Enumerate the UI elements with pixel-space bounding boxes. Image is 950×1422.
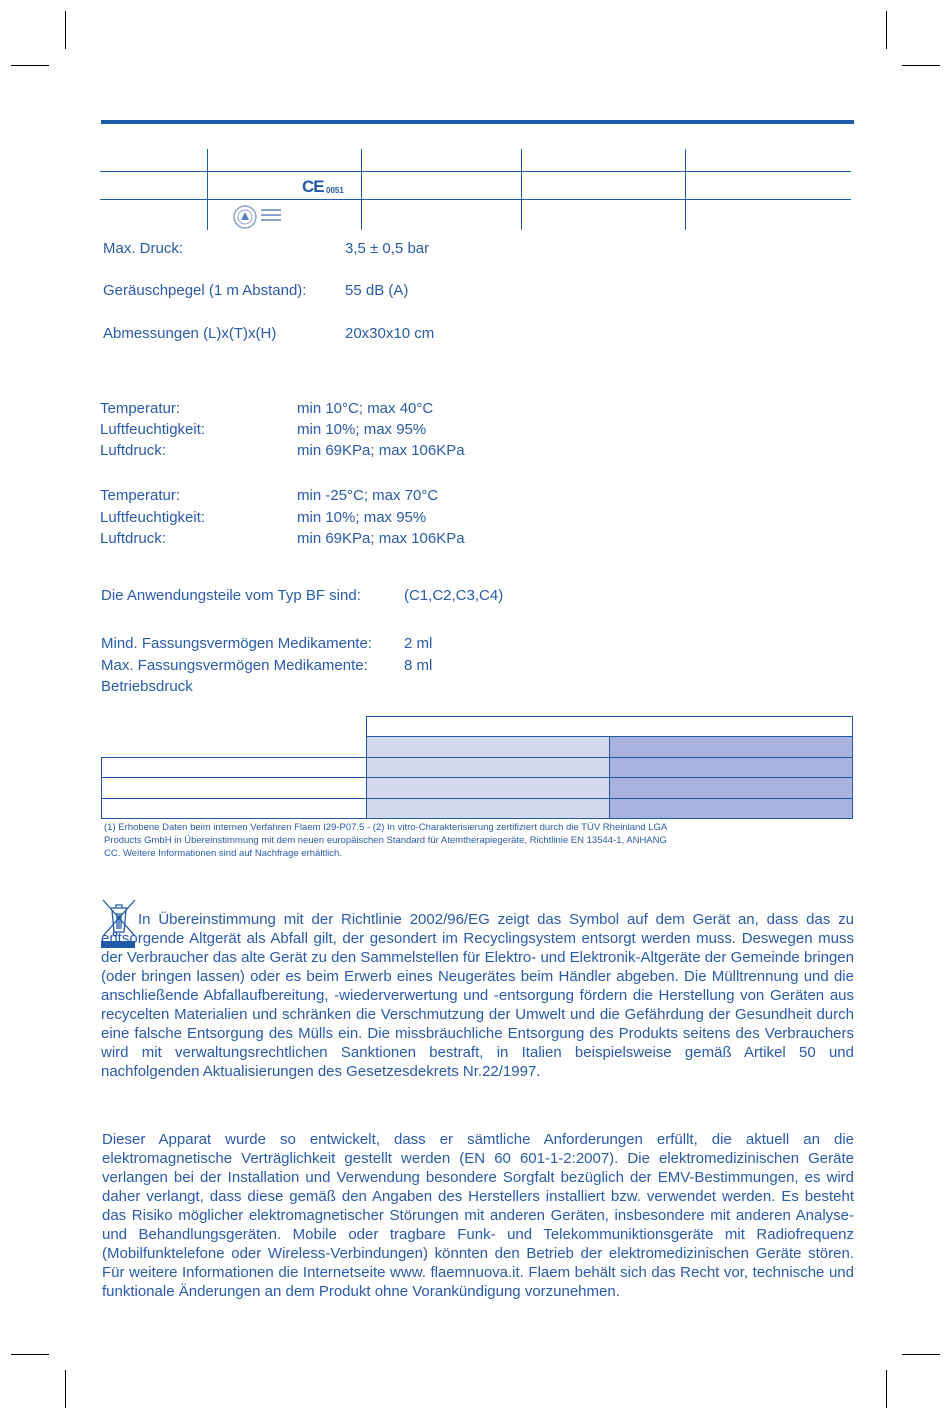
footnote-line: CC. Weitere Informationen sind auf Nachfrage erhältlich. [104, 848, 342, 859]
condition-label: Luftfeuchtigkeit: [100, 421, 206, 438]
crop-mark [65, 1370, 66, 1408]
certification-logo-text [261, 209, 281, 224]
grid-line [101, 757, 102, 819]
crop-mark [902, 65, 940, 66]
crop-mark [11, 1354, 49, 1355]
condition-value: min -25°C; max 70°C [297, 487, 439, 504]
crop-mark [886, 1370, 887, 1408]
condition-label: Luftdruck: [100, 442, 166, 459]
grid-line [207, 149, 208, 230]
condition-value: min 10°C; max 40°C [297, 400, 434, 417]
condition-value: min 69KPa; max 106KPa [297, 530, 465, 547]
ce-mark: CE [302, 177, 324, 196]
spec-label: Geräuschpegel (1 m Abstand): [103, 282, 307, 299]
condition-label: Temperatur: [100, 400, 181, 417]
crop-mark [65, 11, 66, 49]
operating-pressure-label: Betriebsdruck [101, 678, 193, 695]
capacity-label: Mind. Fassungsvermögen Medikamente: [101, 635, 372, 652]
applied-parts-label: Die Anwendungsteile vom Typ BF sind: [101, 587, 361, 604]
weee-paragraph: In Übereinstimmung mit der Richtlinie 2002/96/EG zeigt das Symbol auf dem Gerät an, dass das zu entsorgende Altgerät als Abfall gilt, der gesondert im Recyclingsystem entsorgt werden muss. Deswegen muss der Verbraucher das alte Gerät zu den Sammelstellen für Elektro- und Elektronik-Altgeräte der Gemeinde bringen (oder bringen lassen) oder es beim Erwerb eines Neugerätes beim Händler abgeben. Die Mülltrennung und die anschließende Abfallaufbereitung, -wiederverwertung und -entsorgung fördern die Herstellung von Geräten aus recycelten Materialien und schränken die Verschmutzung der Umwelt und die Gefährdung der Gesundheit durch eine falsche Entsorgung des Mülls ein. Die missbräuchliche Entsorgung des Produkts seitens des Verbrauchers wird mit verwaltungsrechtlichen Sanktionen bestraft, in Italien beispielsweise gemäß Artikel 50 und nachfolgenden Aktualisierungen des Gesetzesdekrets Nr.22/1997. [101, 911, 854, 1080]
grid-line [685, 149, 686, 230]
condition-label: Luftfeuchtigkeit: [100, 509, 206, 526]
footnote-line: (1) Erhobene Daten beim internen Verfahren Flaem I29-P07.5 - (2) In vitro-Charakterisierung zertifiziert durch die TÜV Rheinland LGA [104, 822, 668, 833]
emc-section [102, 1130, 854, 1301]
grid-line [101, 818, 853, 819]
crop-mark [886, 11, 887, 49]
spec-label: Abmessungen (L)x(T)x(H) [103, 325, 277, 342]
grid-line [100, 171, 851, 172]
emc-paragraph: Dieser Apparat wurde so entwickelt, dass er sämtliche Anforderungen erfüllt, die aktuell an die elektromagnetische Verträglichkeit gestellt werden (EN 60 601-1-2:2007). Die elektromedizinischen Geräte verlangen bei der Installation und Verwendung besondere Sorgfalt bezüglich der EMV-Bestimmungen, es wird daher verlangt, dass diese gemäß den Angaben des Herstellers installiert bzw. verwendet werden. Es besteht das Risiko möglicher elektromagnetischer Störungen mit anderen Geräten, insbesondere mit anderen Analyse- und Behandlungsgeräten. Mobile oder tragbare Funk- und Telekommuniktionsgeräte mit Radiofrequenz (Mobilfunktelefone oder Wireless-Verbindungen) könnten den Betrieb der elektromedizinischen Geräte stören. Für weitere Informationen die Internetseite www. flaemnuova.it. Flaem behält sich das Recht vor, technische und funktionale Änderungen an dem Produkt ohne Vorankündigung vorzunehmen. [102, 1131, 854, 1300]
spec-value: 20x30x10 cm [345, 325, 435, 342]
certification-logo-icon [233, 205, 257, 229]
capacity-value: 8 ml [404, 657, 433, 674]
spec-value: 55 dB (A) [345, 282, 409, 299]
condition-value: min 10%; max 95% [297, 421, 427, 438]
condition-value: min 10%; max 95% [297, 509, 427, 526]
capacity-value: 2 ml [404, 635, 433, 652]
grid-line [361, 149, 362, 230]
weee-section [101, 910, 854, 1081]
spec-value: 3,5 ± 0,5 bar [345, 240, 430, 257]
spec-label: Max. Druck: [103, 240, 184, 257]
grid-line [101, 798, 853, 799]
applied-parts-value: (C1,C2,C3,C4) [404, 587, 504, 604]
condition-label: Temperatur: [100, 487, 181, 504]
ce-notified-body-number: 0051 [326, 186, 344, 195]
grid-line [101, 777, 853, 778]
header-rule [101, 120, 854, 124]
capacity-label: Max. Fassungsvermögen Medikamente: [101, 657, 368, 674]
grid-line [100, 199, 851, 200]
grid-line [521, 149, 522, 230]
footnote-line: Products GmbH in Übereinstimmung mit dem neuen europäischen Standard für Atemtherapiegeräte, Richtlinie EN 13544-1, ANHANG [104, 835, 667, 846]
condition-label: Luftdruck: [100, 530, 166, 547]
crop-mark [11, 65, 49, 66]
condition-value: min 69KPa; max 106KPa [297, 442, 465, 459]
grid-line [101, 757, 853, 758]
crop-mark [902, 1354, 940, 1355]
grid-line [609, 736, 610, 819]
